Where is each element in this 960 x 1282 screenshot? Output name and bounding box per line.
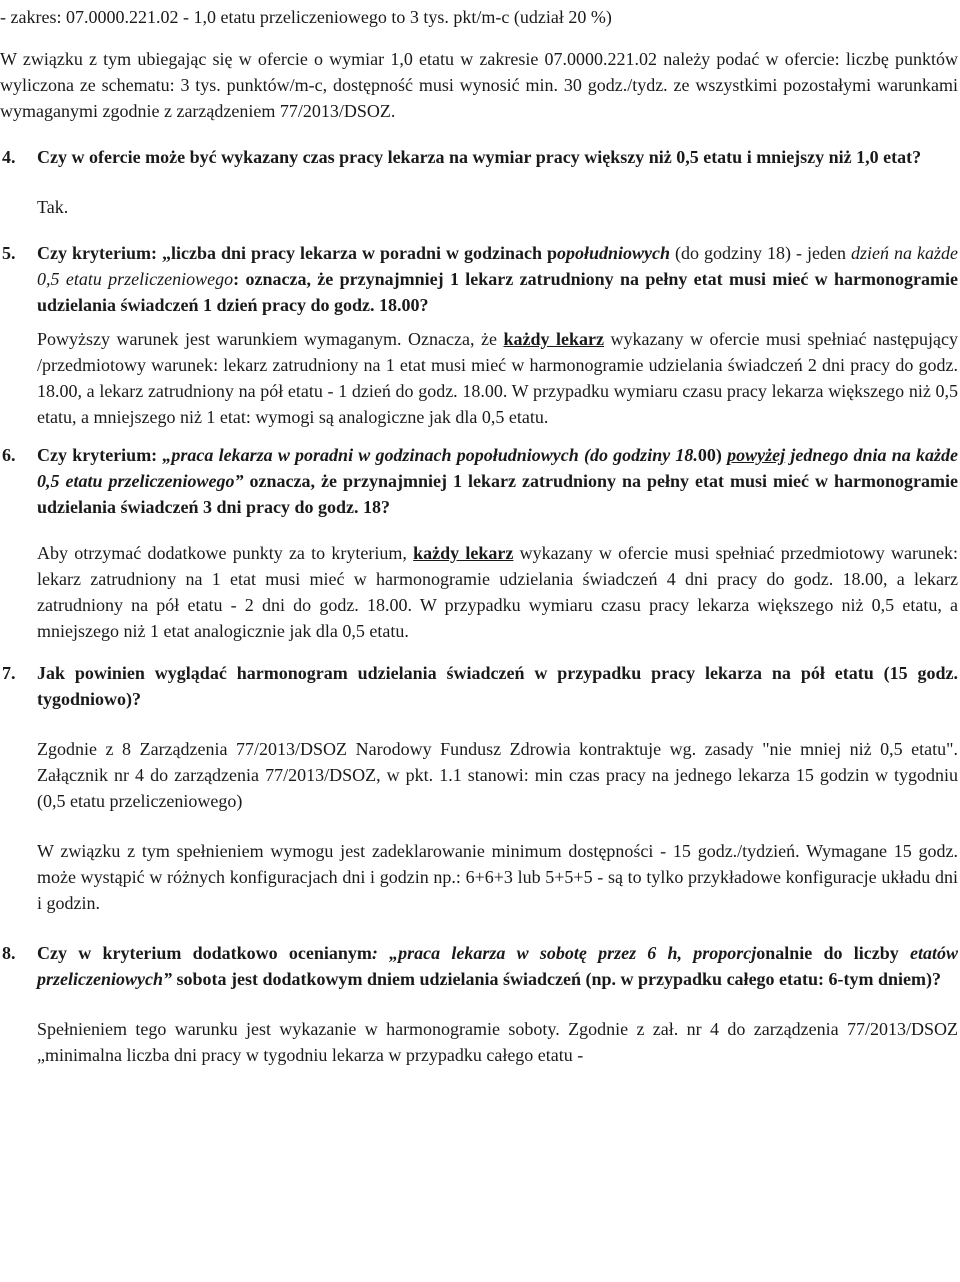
question-text-part: Czy kryterium: — [37, 445, 163, 465]
answer-text-part: Powyższy warunek jest warunkiem wymaganym. Oznacza, że — [37, 329, 504, 349]
question-text-part: 00) — [697, 445, 728, 465]
answer-text-part: wykazany w ofercie musi spełniać przedmiotowy warunek: lekarz zatrudniony na 1 etat musi mieć w harmonogramie udzielania świadczeń 4 dni pracy do godz. 18.00, a lekarz zatrudniony na pół etatu - 2 dni do godz. 18.00. W przypadku wymiaru czasu pracy lekarza większego niż 0,5 etatu, a mniejszego niż 1 etat analogicznie jak dla 0,5 etatu. — [37, 543, 959, 641]
question-text: Czy w ofercie może być wykazany czas pracy lekarza na wymiar pracy większy niż 0,5 etatu i mniejszy niż 1,0 etat? — [37, 147, 922, 167]
question-text-part: : oznacza, że przynajmniej 1 lekarz zatrudniony na pełny etat musi mieć w harmonogramie udzielania świadczeń 1 dzień pracy do godz. 18.00? — [37, 269, 958, 315]
question-number: 8. — [2, 943, 16, 963]
question-text-part: : „praca lekarza w sobotę przez 6 h, proporcj — [371, 943, 757, 963]
question-text-part: powyżej — [727, 445, 786, 465]
question-number: 5. — [2, 243, 16, 263]
answer-emphasis: każdy lekarz — [413, 543, 514, 563]
answer-5 — [0, 326, 958, 430]
question-text — [37, 243, 958, 315]
question-text-part: Czy w kryterium dodatkowo ocenianym — [37, 943, 372, 963]
question-text — [37, 445, 958, 517]
answer-7-part-2: W związku z tym spełnieniem wymogu jest zadeklarowanie minimum dostępności - 15 godz./tydzień. Wymagane 15 godz. może wystąpić w różnych konfiguracjach dni i godzin np.: 6+6+3 lub 5+5+5 - są to tylko przykładowe konfiguracje układu dni i godzin. — [37, 841, 958, 913]
intro-bullet: - zakres: 07.0000.221.02 - 1,0 etatu przeliczeniowego to 3 tys. pkt/m-c (udział 20 %) — [0, 7, 612, 27]
question-text-part: sobota jest dodatkowym dniem udzielania świadczeń (np. w przypadku całego etatu: 6-tym dniem)? — [172, 969, 942, 989]
question-number: 7. — [2, 663, 16, 683]
answer-4: Tak. — [37, 197, 69, 217]
question-text-part: onalnie do liczby — [756, 943, 910, 963]
question-7 — [0, 660, 958, 712]
question-text-part: dzień na każde 0,5 etatu przeliczeniowego — [37, 243, 958, 289]
question-text-part: opołudniowych — [557, 243, 671, 263]
answer-text-part: wykazany w ofercie musi spełniać następujący /przedmiotowy warunek: lekarz zatrudniony na 1 etat musi mieć w harmonogramie udzielania świadczeń 2 dni pracy do godz. 18.00, a lekarz zatrudniony na pół etatu - 1 dzień do godz. 18.00. W przypadku wymiaru czasu pracy lekarza większego niż 0,5 etatu, a mniejszego niż 1 etat: wymogi są analogiczne jak dla 0,5 etatu. — [37, 329, 958, 427]
answer-8: Spełnieniem tego warunku jest wykazanie w harmonogramie soboty. Zgodnie z zał. nr 4 do zarządzenia 77/2013/DSOZ „minimalna liczba dni pracy w tygodniu lekarza w przypadku całego etatu - — [37, 1019, 958, 1065]
answer-7-part-1: Zgodnie z 8 Zarządzenia 77/2013/DSOZ Narodowy Fundusz Zdrowia kontraktuje wg. zasady "nie mniej niż 0,5 etatu". Załącznik nr 4 do zarządzenia 77/2013/DSOZ, w pkt. 1.1 stanowi: min czas pracy na jednego lekarza 15 godzin w tygodniu (0,5 etatu przeliczeniowego) — [37, 739, 958, 811]
question-5 — [0, 240, 958, 318]
question-text: Jak powinien wyglądać harmonogram udzielania świadczeń w przypadku pracy lekarza na pół etatu (15 godz. tygodniowo)? — [37, 663, 958, 709]
answer-text-part: Aby otrzymać dodatkowe punkty za to kryterium, — [37, 543, 414, 563]
intro-paragraph: W związku z tym ubiegając się w ofercie o wymiar 1,0 etatu w zakresie 07.0000.221.02 należy podać w ofercie: liczbę punktów wyliczona ze schematu: 3 tys. punktów/m-c, dostępność musi wynosić min. 30 godz./tydz. ze wszystkimi pozostałymi warunkami wymaganymi zgodnie z zarządzeniem 77/2013/DSOZ. — [0, 49, 958, 121]
question-text-part: etatów przeliczeniowych” — [37, 943, 958, 989]
question-text-part: jednego dnia na każde 0,5 etatu przeliczeniowego” — [37, 445, 958, 491]
question-text-part: Czy kryterium: „liczba dni pracy lekarza w poradni w godzinach p — [37, 243, 558, 263]
question-4 — [0, 144, 958, 170]
question-6 — [0, 442, 958, 520]
answer-6 — [0, 540, 958, 644]
question-text-part: (do godziny 18) - jeden — [670, 243, 852, 263]
question-text-part: „praca lekarza w poradni w godzinach popołudniowych (do godziny 18. — [162, 445, 698, 465]
question-number: 6. — [2, 445, 16, 465]
question-text — [37, 943, 958, 989]
answer-emphasis: każdy lekarz — [503, 329, 604, 349]
question-text-part: oznacza, że przynajmniej 1 lekarz zatrudniony na pełny etat musi mieć w harmonogramie udzielania świadczeń 3 dni pracy do godz. 18? — [37, 471, 958, 517]
question-8 — [0, 940, 958, 992]
question-number: 4. — [2, 147, 16, 167]
